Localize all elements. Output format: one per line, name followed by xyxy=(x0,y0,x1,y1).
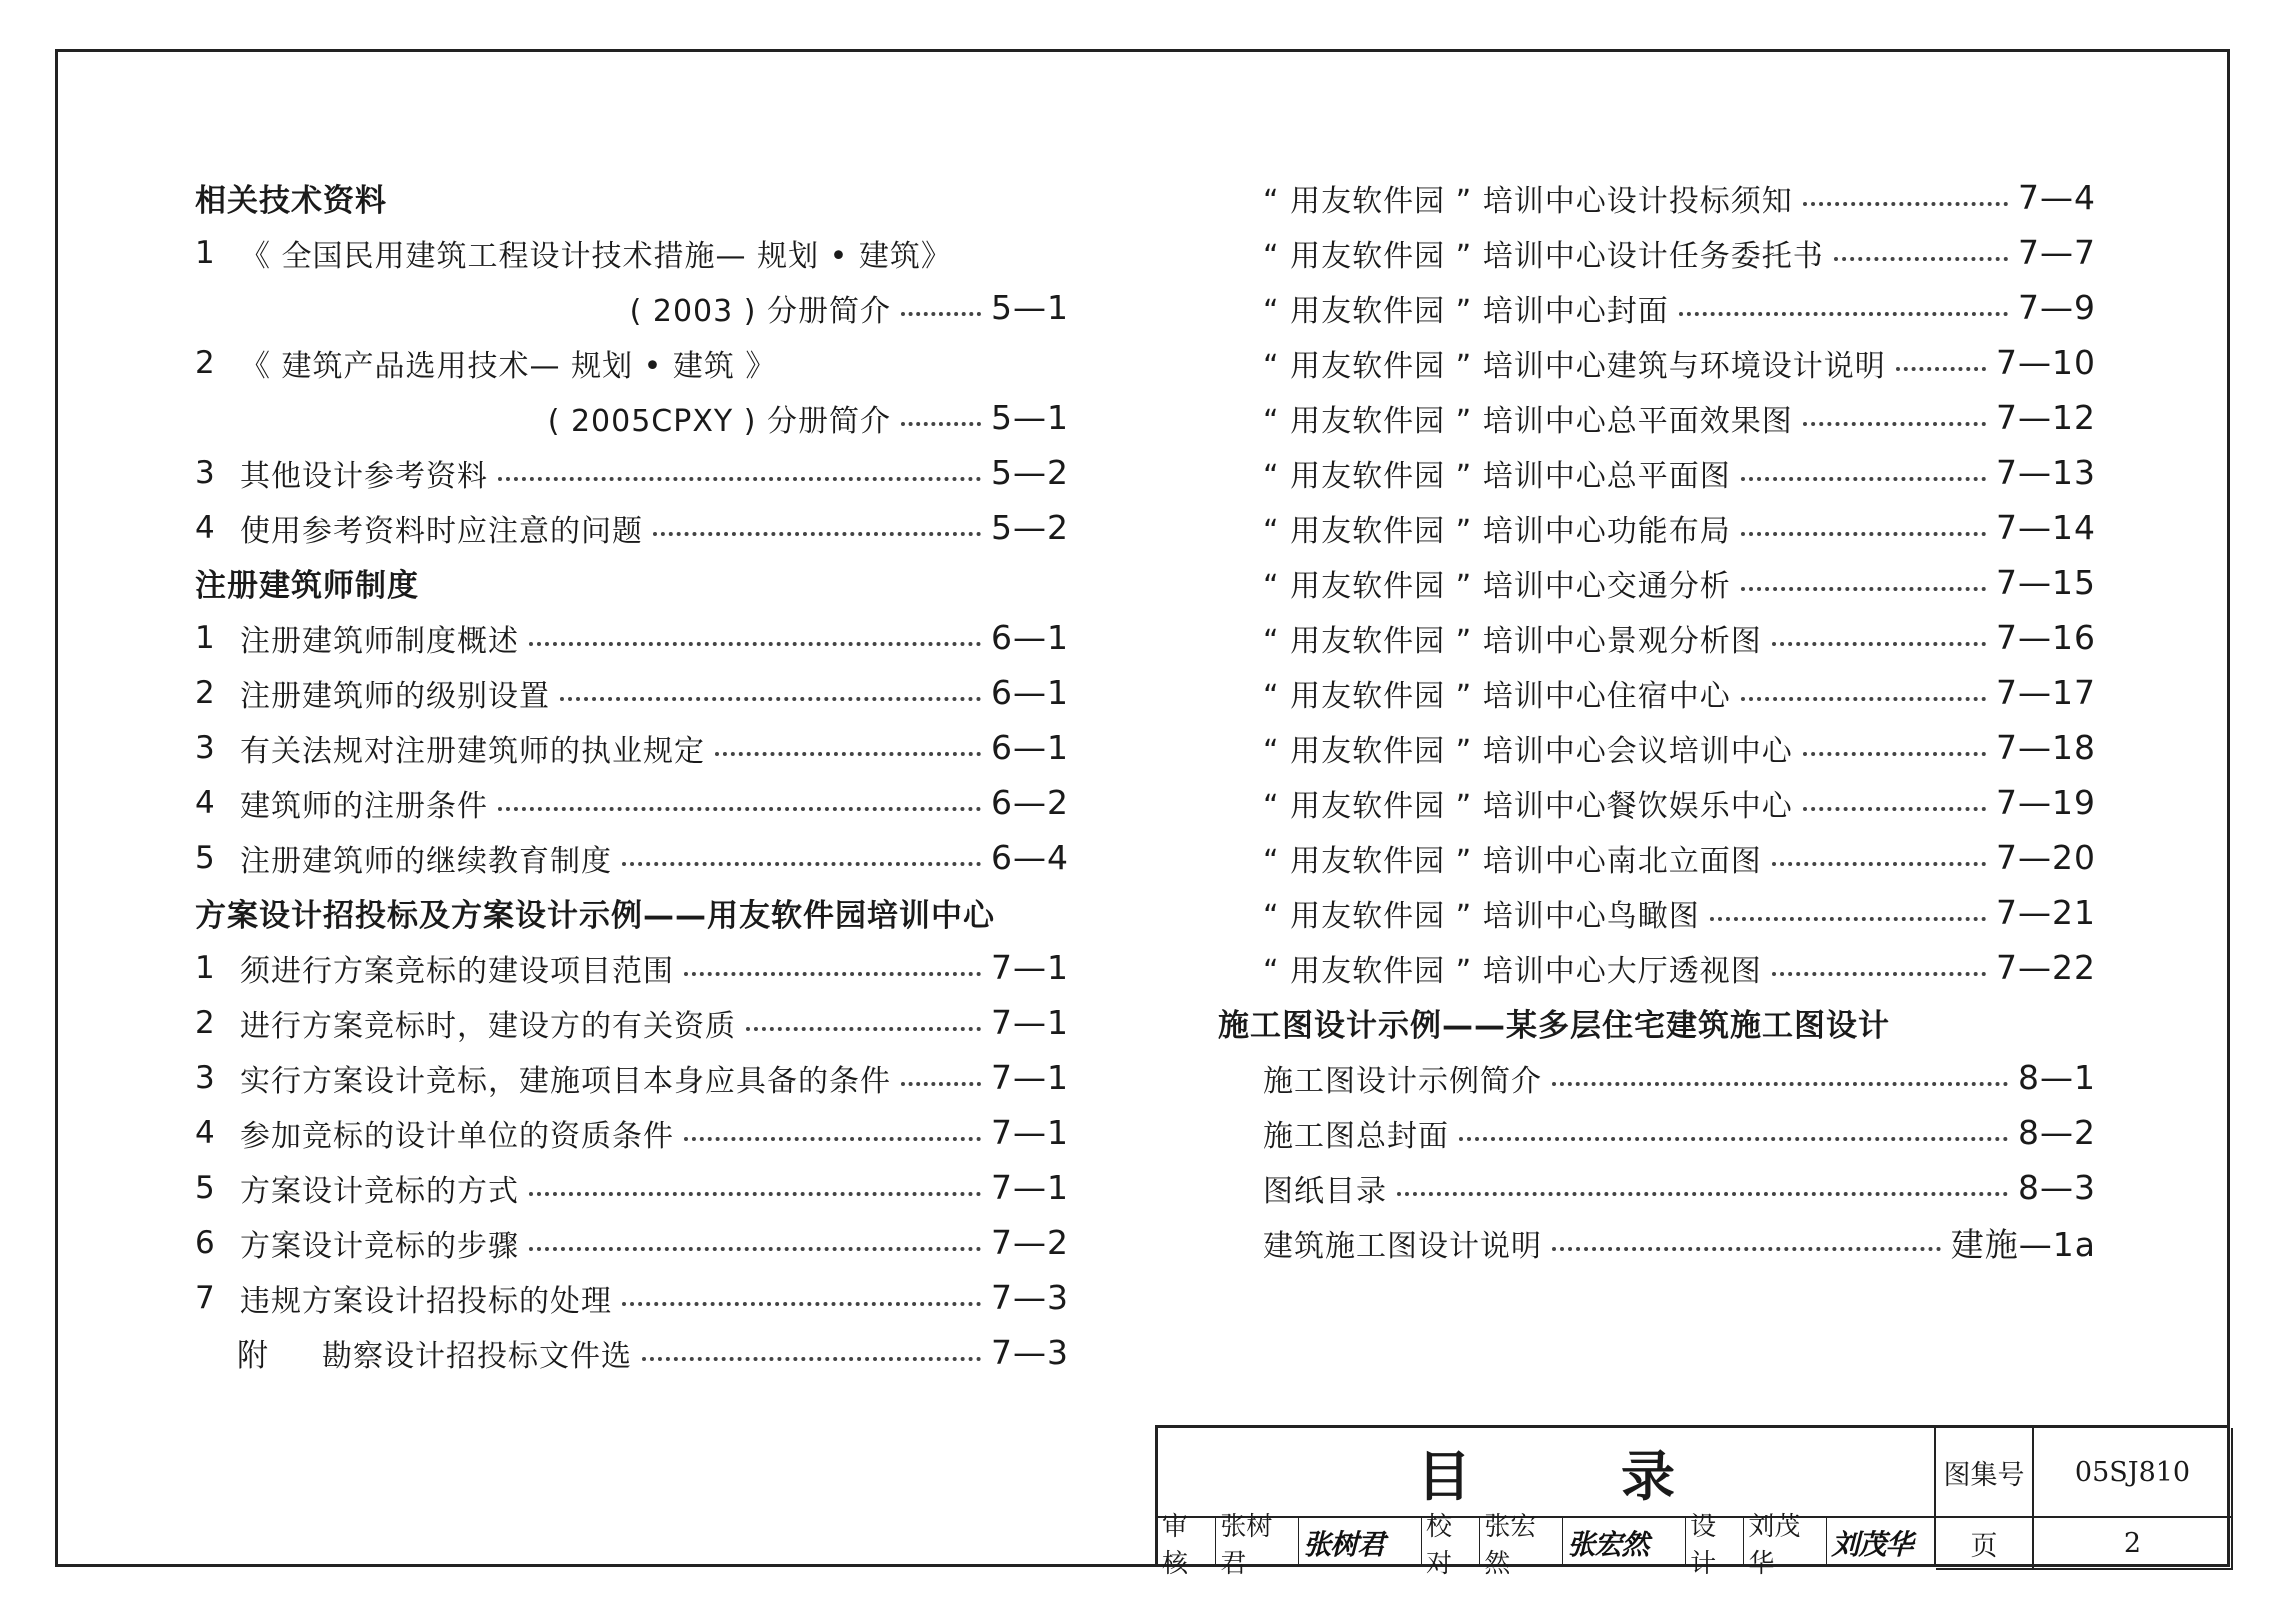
entry-title: “ 用友软件园 ” 培训中心大厅透视图 xyxy=(1263,953,1762,989)
toc-entry xyxy=(195,335,1069,390)
designer-name: 刘茂华 xyxy=(1744,1518,1827,1567)
entry-title: “ 用友软件园 ” 培训中心封面 xyxy=(1263,293,1669,329)
entry-page: 8—2 xyxy=(2018,1113,2096,1152)
entry-number: 2 xyxy=(195,674,215,711)
toc-entry xyxy=(1218,335,2096,390)
entry-title: 图纸目录 xyxy=(1263,1173,1387,1209)
entry-page: 7—21 xyxy=(1996,893,2096,932)
entry-title: “ 用友软件园 ” 培训中心餐饮娱乐中心 xyxy=(1263,788,1793,824)
toc-entry xyxy=(1218,775,2096,830)
section-heading: 方案设计招投标及方案设计示例——用友软件园培训中心 xyxy=(195,898,995,934)
toc-entry xyxy=(1218,445,2096,500)
entry-title: 注册建筑师的级别设置 xyxy=(240,678,550,714)
dot-leader xyxy=(1803,422,1986,426)
entry-title: 《 全国民用建筑工程设计技术措施— 规划 • 建筑》 xyxy=(240,238,952,274)
entry-page: 6—1 xyxy=(991,728,1069,767)
toc-entry xyxy=(1218,665,2096,720)
toc-entry xyxy=(195,830,1069,885)
toc-entry xyxy=(1218,885,2096,940)
entry-title: 方案设计竞标的方式 xyxy=(240,1173,519,1209)
entry-title: “ 用友软件园 ” 培训中心会议培训中心 xyxy=(1263,733,1793,769)
toc-entry xyxy=(195,555,1069,610)
entry-page: 8—3 xyxy=(2018,1168,2096,1207)
entry-page: 7—1 xyxy=(991,1113,1069,1152)
toc-entry xyxy=(1218,610,2096,665)
toc-entry xyxy=(195,940,1069,995)
entry-title: 建筑师的注册条件 xyxy=(240,788,488,824)
title-block xyxy=(1155,1425,2230,1579)
entry-title: “ 用友软件园 ” 培训中心设计投标须知 xyxy=(1263,183,1793,219)
toc-right-column xyxy=(1218,170,2096,1270)
entry-title: “ 用友软件园 ” 培训中心交通分析 xyxy=(1263,568,1731,604)
toc-entry xyxy=(1218,555,2096,610)
dot-leader xyxy=(1459,1137,2008,1141)
entry-number: 4 xyxy=(195,784,215,821)
entry-title: 方案设计竞标的步骤 xyxy=(240,1228,519,1264)
toc-entry xyxy=(1218,225,2096,280)
entry-page: 7—17 xyxy=(1996,673,2096,712)
entry-title: “ 用友软件园 ” 培训中心景观分析图 xyxy=(1263,623,1762,659)
entry-page: 7—18 xyxy=(1996,728,2096,767)
entry-page: 7—1 xyxy=(991,948,1069,987)
entry-title: “ 用友软件园 ” 培训中心功能布局 xyxy=(1263,513,1731,549)
dot-leader xyxy=(1741,532,1986,536)
entry-title: 实行方案设计竞标，建施项目本身应具备的条件 xyxy=(240,1063,891,1099)
toc-entry xyxy=(1218,390,2096,445)
entry-page: 6—4 xyxy=(991,838,1069,877)
dot-leader xyxy=(1741,587,1986,591)
toc-entry xyxy=(195,1325,1069,1380)
toc-entry xyxy=(1218,280,2096,335)
entry-page: 5—1 xyxy=(991,288,1069,327)
toc-entry xyxy=(195,1105,1069,1160)
entry-title: “ 用友软件园 ” 培训中心建筑与环境设计说明 xyxy=(1263,348,1886,384)
dot-leader xyxy=(901,1082,981,1086)
dot-leader xyxy=(1803,202,2008,206)
entry-page: 7—20 xyxy=(1996,838,2096,877)
toc-entry xyxy=(195,1270,1069,1325)
entry-title: “ 用友软件园 ” 培训中心设计任务委托书 xyxy=(1263,238,1824,274)
dot-leader xyxy=(1834,257,2008,261)
entry-title: 施工图总封面 xyxy=(1263,1118,1449,1154)
toc-entry xyxy=(195,225,1069,280)
check-label: 校对 xyxy=(1422,1518,1480,1567)
entry-number: 2 xyxy=(195,1004,215,1041)
entry-number: 附 xyxy=(237,1338,268,1374)
section-heading: 注册建筑师制度 xyxy=(195,568,419,604)
toc-entry xyxy=(195,610,1069,665)
dot-leader xyxy=(1803,752,1986,756)
atlas-number: 05SJ810 xyxy=(2034,1428,2233,1518)
checker-name: 张宏然 xyxy=(1480,1518,1563,1567)
page-label: 页 xyxy=(1936,1518,2034,1570)
dot-leader xyxy=(1741,477,1986,481)
signature-row xyxy=(1158,1511,1936,1579)
dot-leader xyxy=(529,1192,981,1196)
section-heading: 相关技术资料 xyxy=(195,183,387,219)
entry-title: 勘察设计招投标文件选 xyxy=(322,1338,632,1374)
toc-entry xyxy=(195,775,1069,830)
entry-number: 1 xyxy=(195,619,215,656)
atlas-number-label: 图集号 xyxy=(1936,1428,2034,1518)
entry-number: 2 xyxy=(195,344,215,381)
dot-leader xyxy=(1772,972,1986,976)
entry-number: 4 xyxy=(195,509,215,546)
entry-page: 7—1 xyxy=(991,1168,1069,1207)
section-heading: 施工图设计示例——某多层住宅建筑施工图设计 xyxy=(1218,1008,1890,1044)
dot-leader xyxy=(1803,807,1986,811)
toc-entry xyxy=(1218,1215,2096,1270)
dot-leader xyxy=(684,1137,981,1141)
entry-number: 5 xyxy=(195,1169,215,1206)
entry-title: “ 用友软件园 ” 培训中心总平面效果图 xyxy=(1263,403,1793,439)
entry-title: 《 建筑产品选用技术— 规划 • 建筑 》 xyxy=(240,348,777,384)
entry-page: 7—3 xyxy=(991,1333,1069,1372)
entry-title: 注册建筑师制度概述 xyxy=(240,623,519,659)
dot-leader xyxy=(1896,367,1986,371)
entry-page: 7—1 xyxy=(991,1058,1069,1097)
dot-leader xyxy=(1772,642,1986,646)
entry-number: 4 xyxy=(195,1114,215,1151)
entry-page: 7—12 xyxy=(1996,398,2096,437)
toc-entry xyxy=(195,665,1069,720)
entry-page: 7—2 xyxy=(991,1223,1069,1262)
toc-entry xyxy=(1218,170,2096,225)
dot-leader xyxy=(622,862,981,866)
entry-title: 参加竞标的设计单位的资质条件 xyxy=(240,1118,674,1154)
entry-page: 建施—1a xyxy=(1950,1225,2096,1264)
dot-leader xyxy=(684,972,981,976)
designer-signature: 刘茂华 xyxy=(1831,1527,1913,1561)
entry-page: 7—3 xyxy=(991,1278,1069,1317)
dot-leader xyxy=(1741,697,1986,701)
dot-leader xyxy=(653,532,981,536)
entry-page: 5—1 xyxy=(991,398,1069,437)
dot-leader xyxy=(901,422,981,426)
sheet-title: 目录 xyxy=(1417,1444,1825,1508)
entry-page: 6—1 xyxy=(991,673,1069,712)
entry-number: 5 xyxy=(195,839,215,876)
reviewer-signature: 张树君 xyxy=(1299,1518,1422,1567)
dot-leader xyxy=(498,477,981,481)
toc-entry xyxy=(195,280,1069,335)
toc-entry xyxy=(195,1215,1069,1270)
toc-entry xyxy=(1218,1160,2096,1215)
entry-title: ( 2005CPXY ) 分册简介 xyxy=(547,403,891,439)
dot-leader xyxy=(529,642,981,646)
dot-leader xyxy=(901,312,981,316)
entry-number: 1 xyxy=(195,234,215,271)
entry-page: 8—1 xyxy=(2018,1058,2096,1097)
dot-leader xyxy=(642,1357,981,1361)
entry-title: 使用参考资料时应注意的问题 xyxy=(240,513,643,549)
toc-entry xyxy=(1218,1105,2096,1160)
dot-leader xyxy=(1397,1192,2008,1196)
entry-page: 7—16 xyxy=(1996,618,2096,657)
toc-entry xyxy=(195,1050,1069,1105)
toc-entry xyxy=(195,500,1069,555)
toc-entry xyxy=(1218,500,2096,555)
entry-page: 7—19 xyxy=(1996,783,2096,822)
entry-title: 施工图设计示例简介 xyxy=(1263,1063,1542,1099)
entry-page: 7—10 xyxy=(1996,343,2096,382)
entry-title: 须进行方案竞标的建设项目范围 xyxy=(240,953,674,989)
entry-title: “ 用友软件园 ” 培训中心鸟瞰图 xyxy=(1263,898,1700,934)
entry-number: 3 xyxy=(195,729,215,766)
dot-leader xyxy=(622,1302,981,1306)
entry-page: 7—22 xyxy=(1996,948,2096,987)
entry-title: 进行方案竞标时，建设方的有关资质 xyxy=(240,1008,736,1044)
dot-leader xyxy=(498,807,981,811)
entry-number: 1 xyxy=(195,949,215,986)
entry-number: 6 xyxy=(195,1224,215,1261)
toc-entry xyxy=(1218,720,2096,775)
entry-page: 7—15 xyxy=(1996,563,2096,602)
entry-number: 3 xyxy=(195,1059,215,1096)
entry-page: 7—4 xyxy=(2018,178,2096,217)
entry-title: “ 用友软件园 ” 培训中心总平面图 xyxy=(1263,458,1731,494)
entry-title: 其他设计参考资料 xyxy=(240,458,488,494)
toc-left-column xyxy=(195,170,1069,1380)
toc-entry xyxy=(195,885,1069,940)
entry-page: 7—1 xyxy=(991,1003,1069,1042)
page-number: 2 xyxy=(2034,1518,2233,1570)
toc-entry xyxy=(1218,995,2096,1050)
entry-number: 7 xyxy=(195,1279,215,1316)
toc-entry xyxy=(1218,1050,2096,1105)
entry-page: 5—2 xyxy=(991,508,1069,547)
reviewer-name: 张树君 xyxy=(1216,1518,1299,1567)
checker-signature: 张宏然 xyxy=(1563,1518,1686,1567)
dot-leader xyxy=(1772,862,1986,866)
dot-leader xyxy=(560,697,981,701)
title-block-main xyxy=(1158,1428,1936,1518)
entry-title: ( 2003 ) 分册简介 xyxy=(629,293,891,329)
toc-entry xyxy=(195,445,1069,500)
toc-entry xyxy=(195,170,1069,225)
toc-entry xyxy=(195,390,1069,445)
dot-leader xyxy=(1552,1247,1941,1251)
review-label: 审核 xyxy=(1158,1518,1216,1567)
entry-title: “ 用友软件园 ” 培训中心住宿中心 xyxy=(1263,678,1731,714)
entry-page: 7—13 xyxy=(1996,453,2096,492)
entry-title: 注册建筑师的继续教育制度 xyxy=(240,843,612,879)
entry-title: “ 用友软件园 ” 培训中心南北立面图 xyxy=(1263,843,1762,879)
dot-leader xyxy=(529,1247,981,1251)
dot-leader xyxy=(1710,917,1986,921)
toc-entry xyxy=(1218,940,2096,995)
entry-title: 建筑施工图设计说明 xyxy=(1263,1228,1542,1264)
entry-number: 3 xyxy=(195,454,215,491)
design-label: 设计 xyxy=(1686,1518,1744,1567)
dot-leader xyxy=(1679,312,2008,316)
entry-page: 6—2 xyxy=(991,783,1069,822)
entry-page: 7—14 xyxy=(1996,508,2096,547)
toc-entry xyxy=(195,1160,1069,1215)
toc-entry xyxy=(1218,830,2096,885)
entry-title: 违规方案设计招投标的处理 xyxy=(240,1283,612,1319)
entry-page: 5—2 xyxy=(991,453,1069,492)
dot-leader xyxy=(746,1027,981,1031)
dot-leader xyxy=(1552,1082,2008,1086)
toc-entry xyxy=(195,995,1069,1050)
entry-title: 有关法规对注册建筑师的执业规定 xyxy=(240,733,705,769)
entry-page: 7—9 xyxy=(2018,288,2096,327)
entry-page: 6—1 xyxy=(991,618,1069,657)
dot-leader xyxy=(715,752,981,756)
entry-page: 7—7 xyxy=(2018,233,2096,272)
toc-entry xyxy=(195,720,1069,775)
